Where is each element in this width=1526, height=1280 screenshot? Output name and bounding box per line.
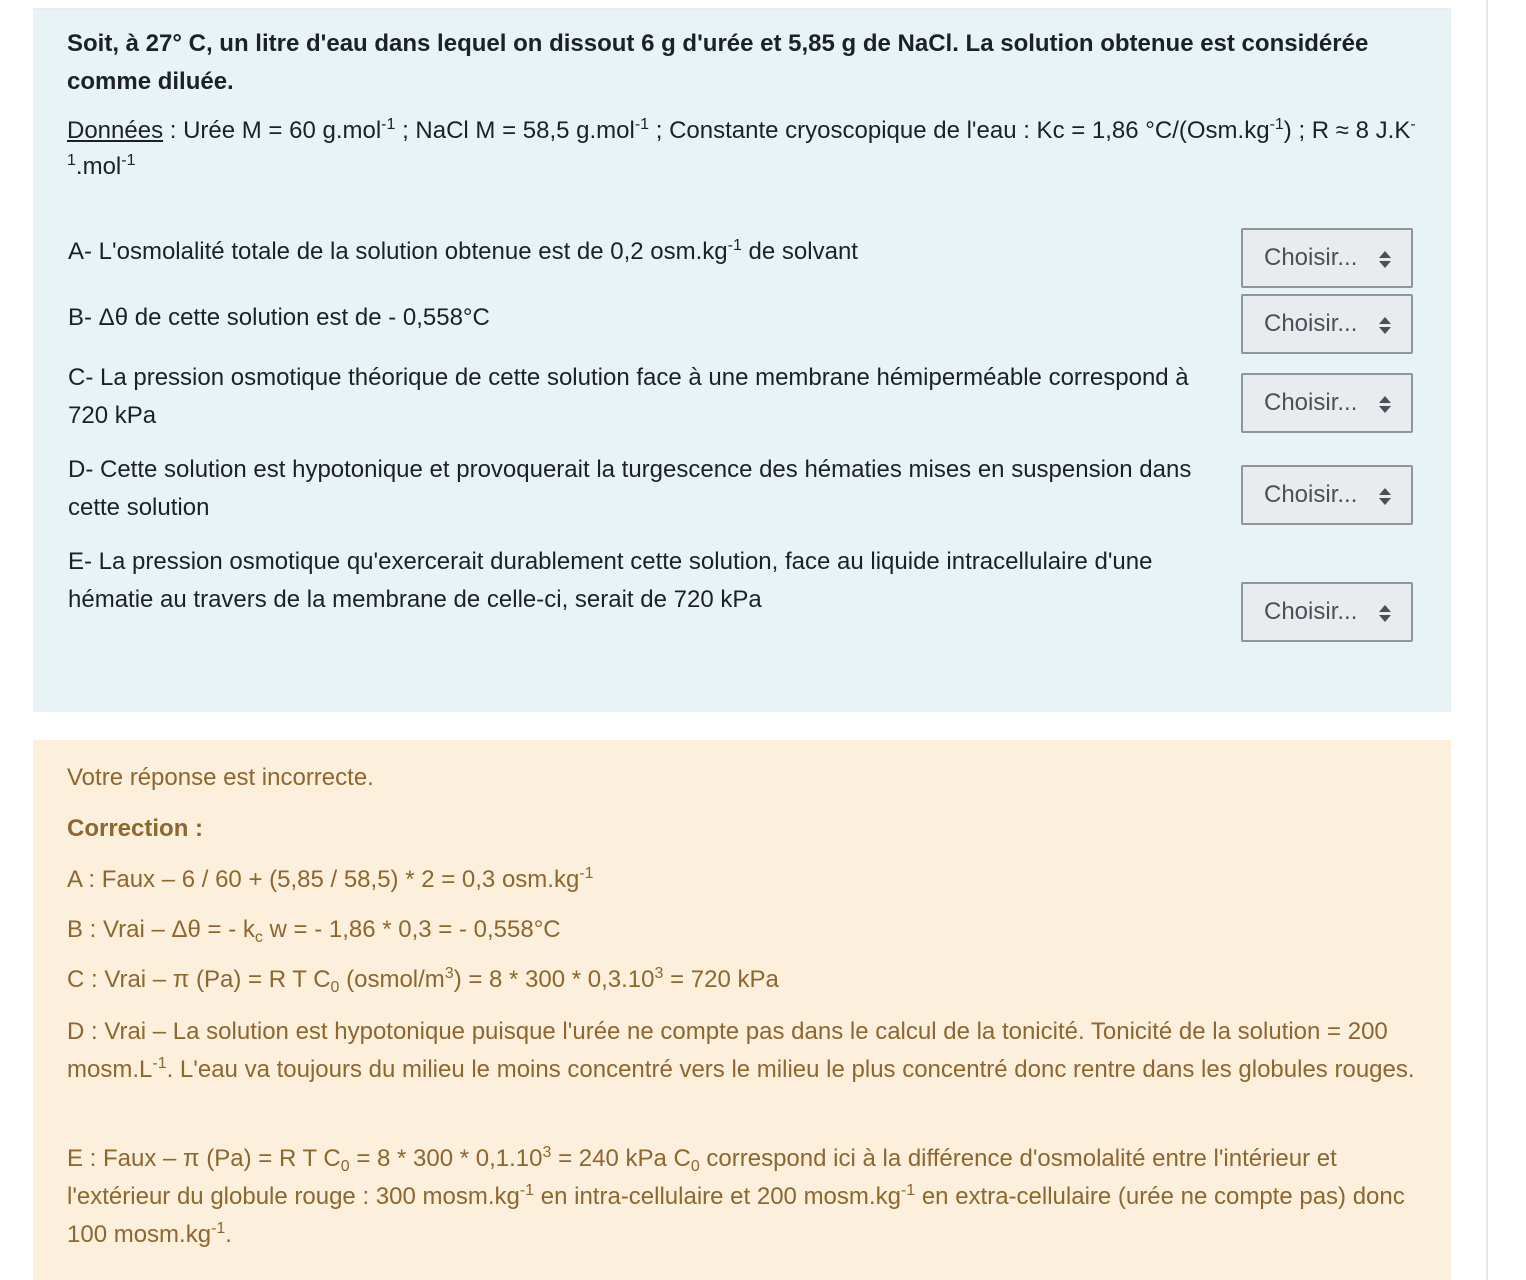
correction-heading: Correction : <box>67 815 204 842</box>
item-e: E- La pression osmotique qu'exercerait durablement cette solution, face au liquide intracellulaire d'une hématie au travers de la membrane de celle-ci, serait de 720 kPa <box>68 548 1153 613</box>
question-intro: Soit, à 27° C, un litre d'eau dans lequel on dissout 6 g d'urée et 5,85 g de NaCl. La solution obtenue est considérée comme diluée. <box>67 30 1369 95</box>
answer-select-e[interactable]: Choisir... <box>1241 582 1413 642</box>
select-arrows-icon <box>1379 251 1391 269</box>
correction-a: A : Faux – 6 / 60 + (5,85 / 58,5) * 2 = 0,3 $osm.kg^{-1}$ <box>67 865 594 893</box>
select-arrows-icon <box>1379 317 1391 335</box>
right-scroll-edge <box>1486 0 1488 1280</box>
answer-select-c[interactable]: Choisir... <box>1241 373 1413 433</box>
correction-e: E : Faux – π (Pa) = R T $C_0 = 8 * 300 * 0,1.10^3 = 240$ kPa $C_0$ correspond ici à la différence d'osmolalité entre l'intérieur et l'extérieur du globule rouge : 300 $mosm.kg^{-1}$ en intra-cellulaire et 200 $mosm.kg^{-1}$ en extra-cellulaire (urée ne compte pas) donc 100 $mosm.kg^{-1}$. <box>67 1144 1405 1248</box>
data-label: Données <box>67 117 164 144</box>
select-arrows-icon <box>1379 488 1391 506</box>
correction-b: B : Vrai – Δθ = - $k_c$ w = - 1,86 * 0,3 = - 0,558°C <box>67 916 561 946</box>
answer-select-d[interactable]: Choisir... <box>1241 465 1413 525</box>
item-b: B- Δθ de cette solution est de - 0,558°C <box>68 304 490 331</box>
correction-d: D : Vrai – La solution est hypotonique puisque l'urée ne compte pas dans le calcul de la tonicité. Tonicité de la solution = 200 $mosm.L^{-1}$. L'eau va toujours du milieu le moins concentré vers le milieu le plus concentré donc rentre dans les globules rouges. <box>67 1018 1415 1083</box>
item-a: A- L'osmolalité totale de la solution obtenue est de 0,2 $osm.kg^{-1}$ de solvant <box>68 237 858 265</box>
question-data: Données : Urée M = 60 g.mol$^{-1}$ ; NaCl M = 58,5 g.mol$^{-1}$ ; Constante cryoscopique de l'eau : Kc = 1,86 $^\circ C/(Osm.kg^{-1})$ ; R ≈ 8 $J.K^{-1}.mol^{-1}$ <box>67 116 1416 180</box>
select-arrows-icon <box>1379 396 1391 414</box>
correction-c: C : Vrai – π (Pa) = R T $C_0$ $(osmol/m^3) = 8 * 300 * 0,3.10^3 = 720$ kPa <box>67 965 779 996</box>
select-arrows-icon <box>1379 605 1391 623</box>
item-c: C- La pression osmotique théorique de cette solution face à une membrane hémiperméable correspond à 720 kPa <box>68 364 1189 429</box>
answer-select-a[interactable]: Choisir... <box>1241 228 1413 288</box>
feedback-status: Votre réponse est incorrecte. <box>67 764 374 791</box>
question-panel <box>33 10 1451 712</box>
item-d: D- Cette solution est hypotonique et provoquerait la turgescence des hématies mises en suspension dans cette solution <box>68 456 1192 521</box>
answer-select-b[interactable]: Choisir... <box>1241 294 1413 354</box>
feedback-panel <box>33 740 1451 1280</box>
